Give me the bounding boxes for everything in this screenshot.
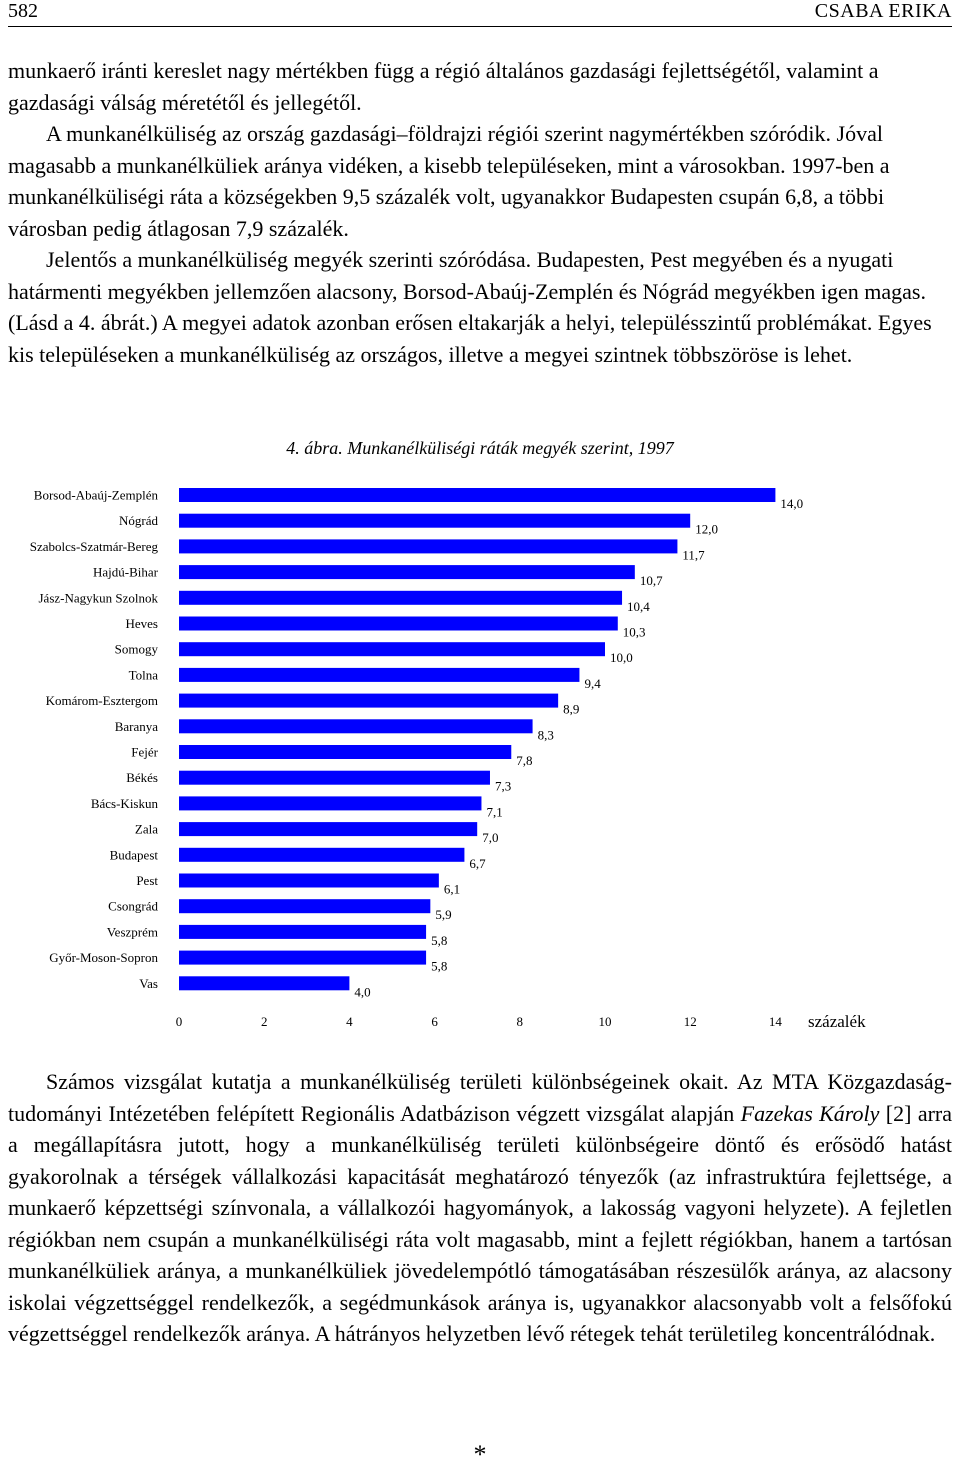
category-label: Hajdú-Bihar bbox=[93, 564, 158, 580]
x-tick-label: 10 bbox=[598, 1014, 612, 1029]
x-tick-label: 2 bbox=[260, 1014, 268, 1029]
bar bbox=[179, 874, 439, 888]
cited-author: Fazekas Károly bbox=[740, 1100, 880, 1126]
x-tick-label: 4 bbox=[346, 1014, 353, 1029]
bar bbox=[179, 925, 426, 939]
bar bbox=[179, 796, 481, 810]
category-label: Tolna bbox=[128, 667, 158, 683]
x-tick-label: 12 bbox=[683, 1014, 697, 1029]
bars bbox=[179, 488, 775, 990]
value-label: 9,4 bbox=[584, 675, 601, 691]
category-label: Vas bbox=[139, 975, 158, 991]
category-label: Szabolcs-Szatmár-Bereg bbox=[29, 538, 158, 554]
bar bbox=[179, 694, 558, 708]
value-label: 12,0 bbox=[695, 521, 718, 537]
x-tick-label: 8 bbox=[516, 1014, 524, 1029]
paragraph-4-part-1: Számos vizsgálat kutatja a munkanélküliség területi különbségeinek okait. Az MTA Közgazdaság-tudományi Intézetében felépített Regionális Adatbázison végzett vizsgálat alapján bbox=[8, 1069, 952, 1126]
value-label: 14,0 bbox=[780, 496, 804, 511]
value-label: 10,7 bbox=[639, 573, 663, 589]
category-label: Csongrád bbox=[108, 898, 158, 914]
bar bbox=[179, 488, 775, 502]
value-label: 10,3 bbox=[622, 624, 646, 640]
bar bbox=[179, 591, 622, 605]
value-label: 10,0 bbox=[610, 650, 633, 666]
bar bbox=[179, 951, 426, 965]
value-label: 8,9 bbox=[563, 701, 580, 717]
paragraph-4 bbox=[8, 1066, 952, 1350]
category-label: Veszprém bbox=[106, 924, 158, 940]
value-label: 5,9 bbox=[435, 907, 452, 923]
section-separator: * bbox=[473, 1440, 487, 1469]
category-label: Fejér bbox=[131, 744, 158, 760]
bar bbox=[179, 642, 605, 656]
bar bbox=[179, 514, 690, 528]
paragraph-1: munkaerő iránti kereslet nagy mértékben függ a régió általános gazdasági fejlettségétől, valamint a gazdasági válság méretétől és jellegétől. bbox=[8, 58, 879, 115]
bar bbox=[179, 565, 635, 579]
x-tick-label: 6 bbox=[431, 1014, 438, 1029]
page-number: 582 bbox=[8, 0, 38, 22]
value-label: 7,0 bbox=[482, 830, 499, 846]
category-label: Zala bbox=[134, 821, 158, 837]
bar bbox=[179, 617, 618, 631]
bar bbox=[179, 745, 511, 759]
category-label: Győr-Moson-Sopron bbox=[49, 950, 158, 966]
intro-text bbox=[8, 55, 952, 370]
category-label: Heves bbox=[125, 616, 158, 631]
bar bbox=[179, 771, 490, 785]
value-label: 6,1 bbox=[443, 881, 461, 897]
category-label: Pest bbox=[136, 873, 158, 888]
figure-caption-text: 4. ábra. Munkanélküliségi ráták megyék szerint, 1997 bbox=[286, 438, 674, 458]
x-tick-label: 14 bbox=[768, 1014, 782, 1029]
paragraph-2: A munkanélküliség az ország gazdasági–földrajzi régiói szerint nagymértékben szóródik. Jóval magasabb a munkanélküliek aránya vidéken, a kisebb településeken, mint a városokban. 1997-ben a munkanélküliségi ráta a községekben 9,5 százalék volt, ugyanakkor Budapesten csupán 6,8, a többi városban pedig átlagosan 7,9 százalék. bbox=[8, 121, 890, 241]
x-axis bbox=[176, 1012, 866, 1031]
value-label: 7,8 bbox=[516, 753, 533, 768]
bar bbox=[179, 668, 579, 682]
category-label: Baranya bbox=[114, 718, 158, 734]
discussion-text bbox=[8, 1066, 952, 1350]
x-tick-label: 0 bbox=[175, 1014, 183, 1029]
category-label: Somogy bbox=[114, 641, 158, 657]
running-head-author: CSABA ERIKA bbox=[814, 0, 952, 22]
page-header bbox=[8, 0, 952, 27]
bar bbox=[179, 976, 349, 990]
category-label: Borsod-Abaúj-Zemplén bbox=[33, 487, 158, 503]
category-label: Bács-Kiskun bbox=[90, 795, 158, 811]
category-labels bbox=[30, 488, 159, 991]
bar bbox=[179, 822, 477, 836]
county-unemployment-bar-chart bbox=[0, 470, 960, 1040]
paragraph-3: Jelentős a munkanélküliség megyék szerinti szóródása. Budapesten, Pest megyében és a nyugati határmenti megyékben jellemzően alacsony, Borsod-Abaúj-Zemplén és Nógrád megyékben igen magas. (Lásd a 4. ábrát.) A megyei adatok azonban erősen eltakarják a helyi, településszintű problémákat. Egyes kis településeken a munkanélküliség az országos, illetve a megyei szintnek többszöröse is lehet. bbox=[8, 247, 932, 367]
value-label: 10,4 bbox=[627, 598, 650, 614]
category-label: Békés bbox=[126, 770, 158, 786]
value-label: 4,0 bbox=[354, 984, 371, 1000]
value-label: 8,3 bbox=[537, 727, 554, 743]
bar bbox=[179, 848, 464, 862]
category-label: Komárom-Esztergom bbox=[45, 693, 158, 709]
value-label: 6,7 bbox=[469, 855, 486, 871]
category-label: Budapest bbox=[109, 847, 158, 863]
value-label: 5,8 bbox=[431, 958, 448, 974]
bar bbox=[179, 899, 430, 913]
value-label: 7,1 bbox=[486, 804, 503, 820]
value-label: 7,3 bbox=[494, 778, 512, 794]
category-label: Nógrád bbox=[119, 513, 158, 529]
category-label: Jász-Nagykun Szolnok bbox=[38, 590, 158, 606]
value-label: 11,7 bbox=[682, 547, 705, 563]
x-axis-label: százalék bbox=[808, 1012, 866, 1031]
figure-caption bbox=[0, 438, 960, 459]
paragraph-4-part-2: [2] arra a megállapításra jutott, hogy a munkanélküliség területi különbségeire döntő és erősödő hatást gyakorolnak a térségek vállalkozási kapacitását meghatározó tényezők (az infrastruktúra fejlettsége, a munkaerő képzettségi színvonala, a vállalkozói hagyományok, a lakosság vagyoni helyzete). A fejletlen régiókban nem csupán a munkanélküliségi ráta volt magasabb, mint a fejlett régiókban, hanem a tartósan munkanélküliek aránya, a munkanélküliek jövedelempótló támogatásában részesülők aránya, az alacsony iskolai végzettséggel rendelkezők, a segédmunkások aránya is, ugyanakkor alacsonyabb volt a felsőfokú végzettséggel rendelkezők aránya. A hátrányos helyzetben lévő rétegek tehát területileg koncentrálódnak. bbox=[8, 1100, 953, 1346]
bar bbox=[179, 719, 533, 733]
bar bbox=[179, 539, 677, 553]
value-label: 5,8 bbox=[431, 932, 448, 948]
